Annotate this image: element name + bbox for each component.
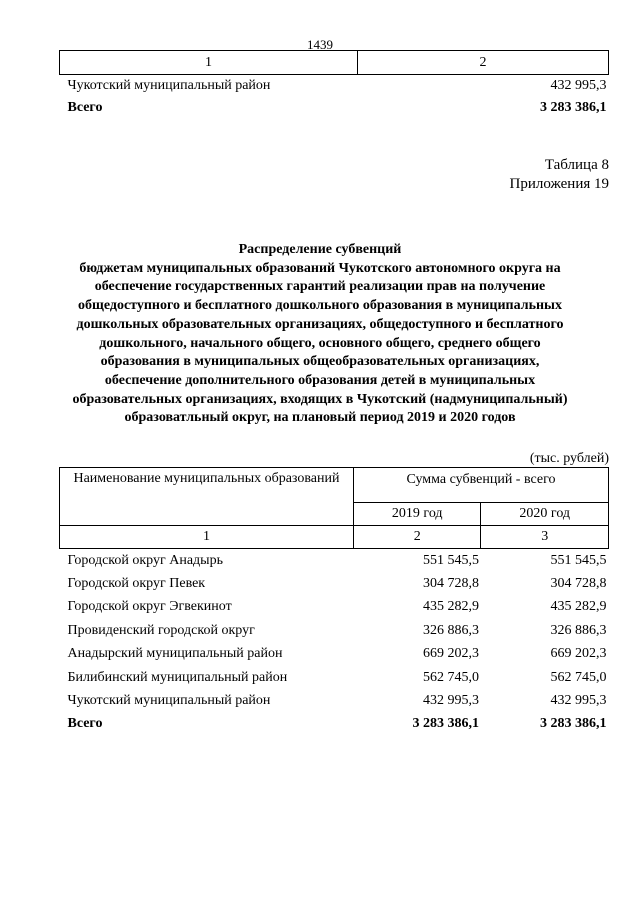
row-value-2020: 435 282,9 — [550, 599, 607, 615]
row-value-2019: 304 728,8 — [422, 576, 479, 592]
title-line: общедоступного и бесплатного дошкольного образования в муниципальных — [78, 298, 562, 314]
total-row — [60, 713, 609, 736]
table-row — [60, 619, 609, 642]
row-name: Городской округ Певек — [67, 576, 206, 592]
row-name: Анадырский муниципальный район — [67, 646, 283, 662]
row-value-2020: 562 745,0 — [550, 669, 607, 685]
row-value: 432 995,3 — [550, 78, 607, 93]
year-2020-header: 2020 год — [481, 503, 609, 526]
title-line: дошкольных образовательных организациях, общедоступного и бесплатного — [76, 316, 564, 332]
header-row — [60, 468, 609, 503]
row-value-2020: 669 202,3 — [550, 646, 607, 662]
title-line: образовательных организациях, входящих в Чукотский (надмуниципальный) — [72, 391, 568, 407]
document-title — [50, 241, 590, 428]
title-line: обеспечение дополнительного образования детей в муниципальных — [104, 372, 536, 388]
row-name: Чукотский муниципальный район — [67, 78, 271, 93]
row-value-2019: 435 282,9 — [422, 599, 479, 615]
continuation-table — [59, 50, 609, 119]
sum-column-header: Сумма субвенций - всего — [353, 468, 608, 503]
total-value-2019: 3 283 386,1 — [412, 716, 479, 732]
appendix-caption: Приложения 19 — [509, 176, 609, 192]
row-name: Чукотский муниципальный район — [67, 693, 271, 709]
table-row — [60, 549, 609, 573]
total-label: Всего — [67, 100, 103, 115]
row-value-2020: 304 728,8 — [550, 576, 607, 592]
row-value-2019: 432 995,3 — [422, 693, 479, 709]
row-name: Городской округ Эгвекинот — [67, 599, 232, 615]
row-name: Билибинский муниципальный район — [67, 669, 288, 685]
row-value-2020: 326 886,3 — [550, 622, 607, 638]
table-row — [60, 572, 609, 595]
row-name: Провиденский городской округ — [67, 622, 255, 638]
table-row — [60, 75, 609, 98]
title-line: обеспечение государственных гарантий реализации прав на получение — [94, 279, 546, 295]
title-line: образования в муниципальных общеобразовательных организациях, — [100, 354, 540, 370]
total-label: Всего — [67, 716, 103, 732]
numbering-row — [60, 526, 609, 549]
row-value-2020: 551 545,5 — [550, 552, 607, 568]
table-row — [60, 643, 609, 666]
row-value-2019: 326 886,3 — [422, 622, 479, 638]
row-value-2019: 669 202,3 — [422, 646, 479, 662]
table-row — [60, 596, 609, 619]
page-number: 1439 — [307, 37, 333, 52]
table-caption: Таблица 8 — [544, 157, 609, 173]
column-number-1: 1 — [60, 526, 354, 549]
column-number-1: 1 — [60, 51, 358, 75]
row-value-2019: 551 545,5 — [422, 552, 479, 568]
title-line: дошкольного, начального общего, основного общего, среднего общего — [99, 335, 541, 351]
subvention-table — [59, 467, 609, 736]
total-row — [60, 97, 609, 119]
table-row — [60, 689, 609, 712]
row-value-2019: 562 745,0 — [422, 669, 479, 685]
municipality-column-header: Наименование муниципальных образований — [60, 468, 354, 526]
row-value-2020: 432 995,3 — [550, 693, 607, 709]
units-label: (тыс. рублей) — [529, 451, 609, 466]
row-name: Городской округ Анадырь — [67, 552, 223, 568]
column-number-3: 3 — [481, 526, 609, 549]
title-line: образоватльный округ, на плановый период 2019 и 2020 годов — [124, 410, 516, 426]
continuation-header-row — [60, 51, 609, 75]
title-line: бюджетам муниципальных образований Чукотского автономного округа на — [79, 260, 561, 276]
year-2019-header: 2019 год — [353, 503, 481, 526]
column-number-2: 2 — [358, 51, 609, 75]
total-value: 3 283 386,1 — [540, 100, 607, 115]
column-number-2: 2 — [353, 526, 481, 549]
table-row — [60, 666, 609, 689]
total-value-2020: 3 283 386,1 — [540, 716, 607, 732]
title-line: Распределение субвенций — [238, 242, 402, 257]
